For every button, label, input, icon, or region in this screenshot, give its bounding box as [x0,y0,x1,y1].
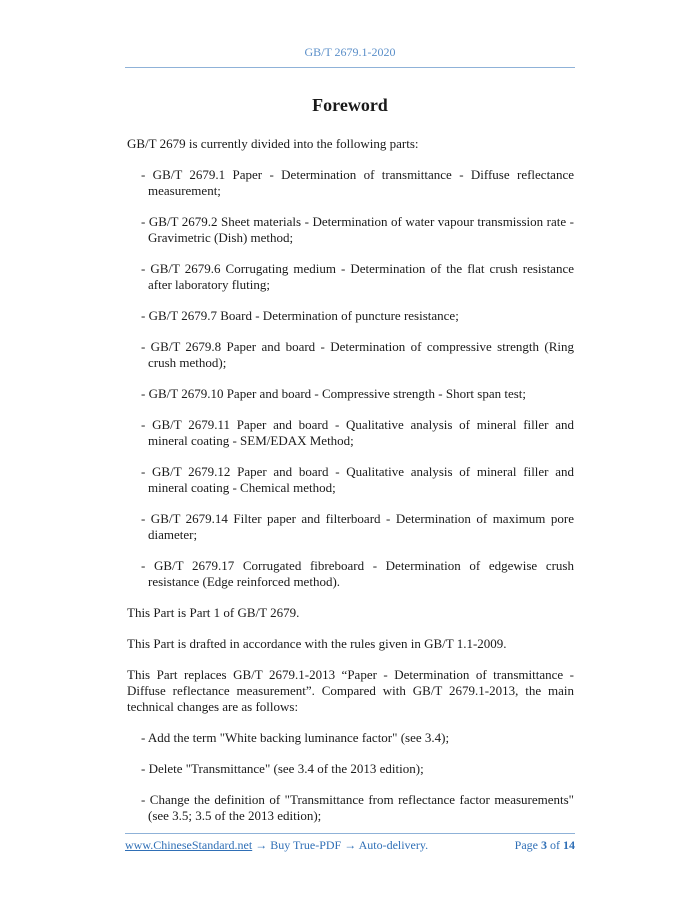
parts-list [127,167,574,590]
intro-paragraph: GB/T 2679 is currently divided into the following parts: [127,136,419,151]
page-title: Foreword [312,95,388,115]
running-header: GB/T 2679.1-2020 [304,45,396,59]
list-item: - GB/T 2679.10 Paper and board - Compressive strength - Short span test; [141,386,527,401]
list-item: - GB/T 2679.1 Paper - Determination of transmittance - Diffuse reflectance measurement; [141,167,574,198]
page-number [515,838,575,853]
list-item: - Change the definition of "Transmittance from reflectance factor measurements" (see 3.5; 3.5 of the 2013 edition); [141,792,574,823]
page-total: 14 [563,838,575,852]
changes-list [127,730,574,824]
list-item: - GB/T 2679.2 Sheet materials - Determination of water vapour transmission rate - Gravimetric (Dish) method; [141,214,574,245]
part-statement: This Part is Part 1 of GB/T 2679. [127,605,300,620]
list-item: - Add the term "White backing luminance factor" (see 3.4); [141,730,450,745]
promo-text: → Buy True-PDF → Auto-delivery. [255,838,429,852]
page-current: 3 [541,838,547,852]
list-item: - GB/T 2679.6 Corrugating medium - Determination of the flat crush resistance after laboratory fluting; [141,261,574,292]
page-of: of [550,838,560,852]
drafting-statement: This Part is drafted in accordance with the rules given in GB/T 1.1-2009. [127,636,507,651]
website-link[interactable]: www.ChineseStandard.net [125,838,253,852]
footer-promo [125,838,428,853]
footer-divider [125,833,575,834]
list-item: - GB/T 2679.12 Paper and board - Qualitative analysis of mineral filler and mineral coating - Chemical method; [141,464,574,495]
page-label: Page [514,838,538,852]
list-item: - GB/T 2679.17 Corrugated fibreboard - Determination of edgewise crush resistance (Edge reinforced method). [141,558,574,589]
replacement-statement: This Part replaces GB/T 2679.1-2013 “Paper - Determination of transmittance - Diffuse reflectance measurement”. Compared with GB/T 2679.1-2013, the main technical changes are as follows: [127,667,574,714]
list-item: - GB/T 2679.14 Filter paper and filterboard - Determination of maximum pore diameter; [141,511,574,542]
list-item: - GB/T 2679.7 Board - Determination of puncture resistance; [141,308,459,323]
list-item: - GB/T 2679.8 Paper and board - Determination of compressive strength (Ring crush method); [141,339,574,370]
list-item: - Delete "Transmittance" (see 3.4 of the 2013 edition); [141,761,424,776]
foreword-body [127,136,574,839]
header-divider [125,67,575,68]
list-item: - GB/T 2679.11 Paper and board - Qualitative analysis of mineral filler and mineral coating - SEM/EDAX Method; [141,417,574,448]
